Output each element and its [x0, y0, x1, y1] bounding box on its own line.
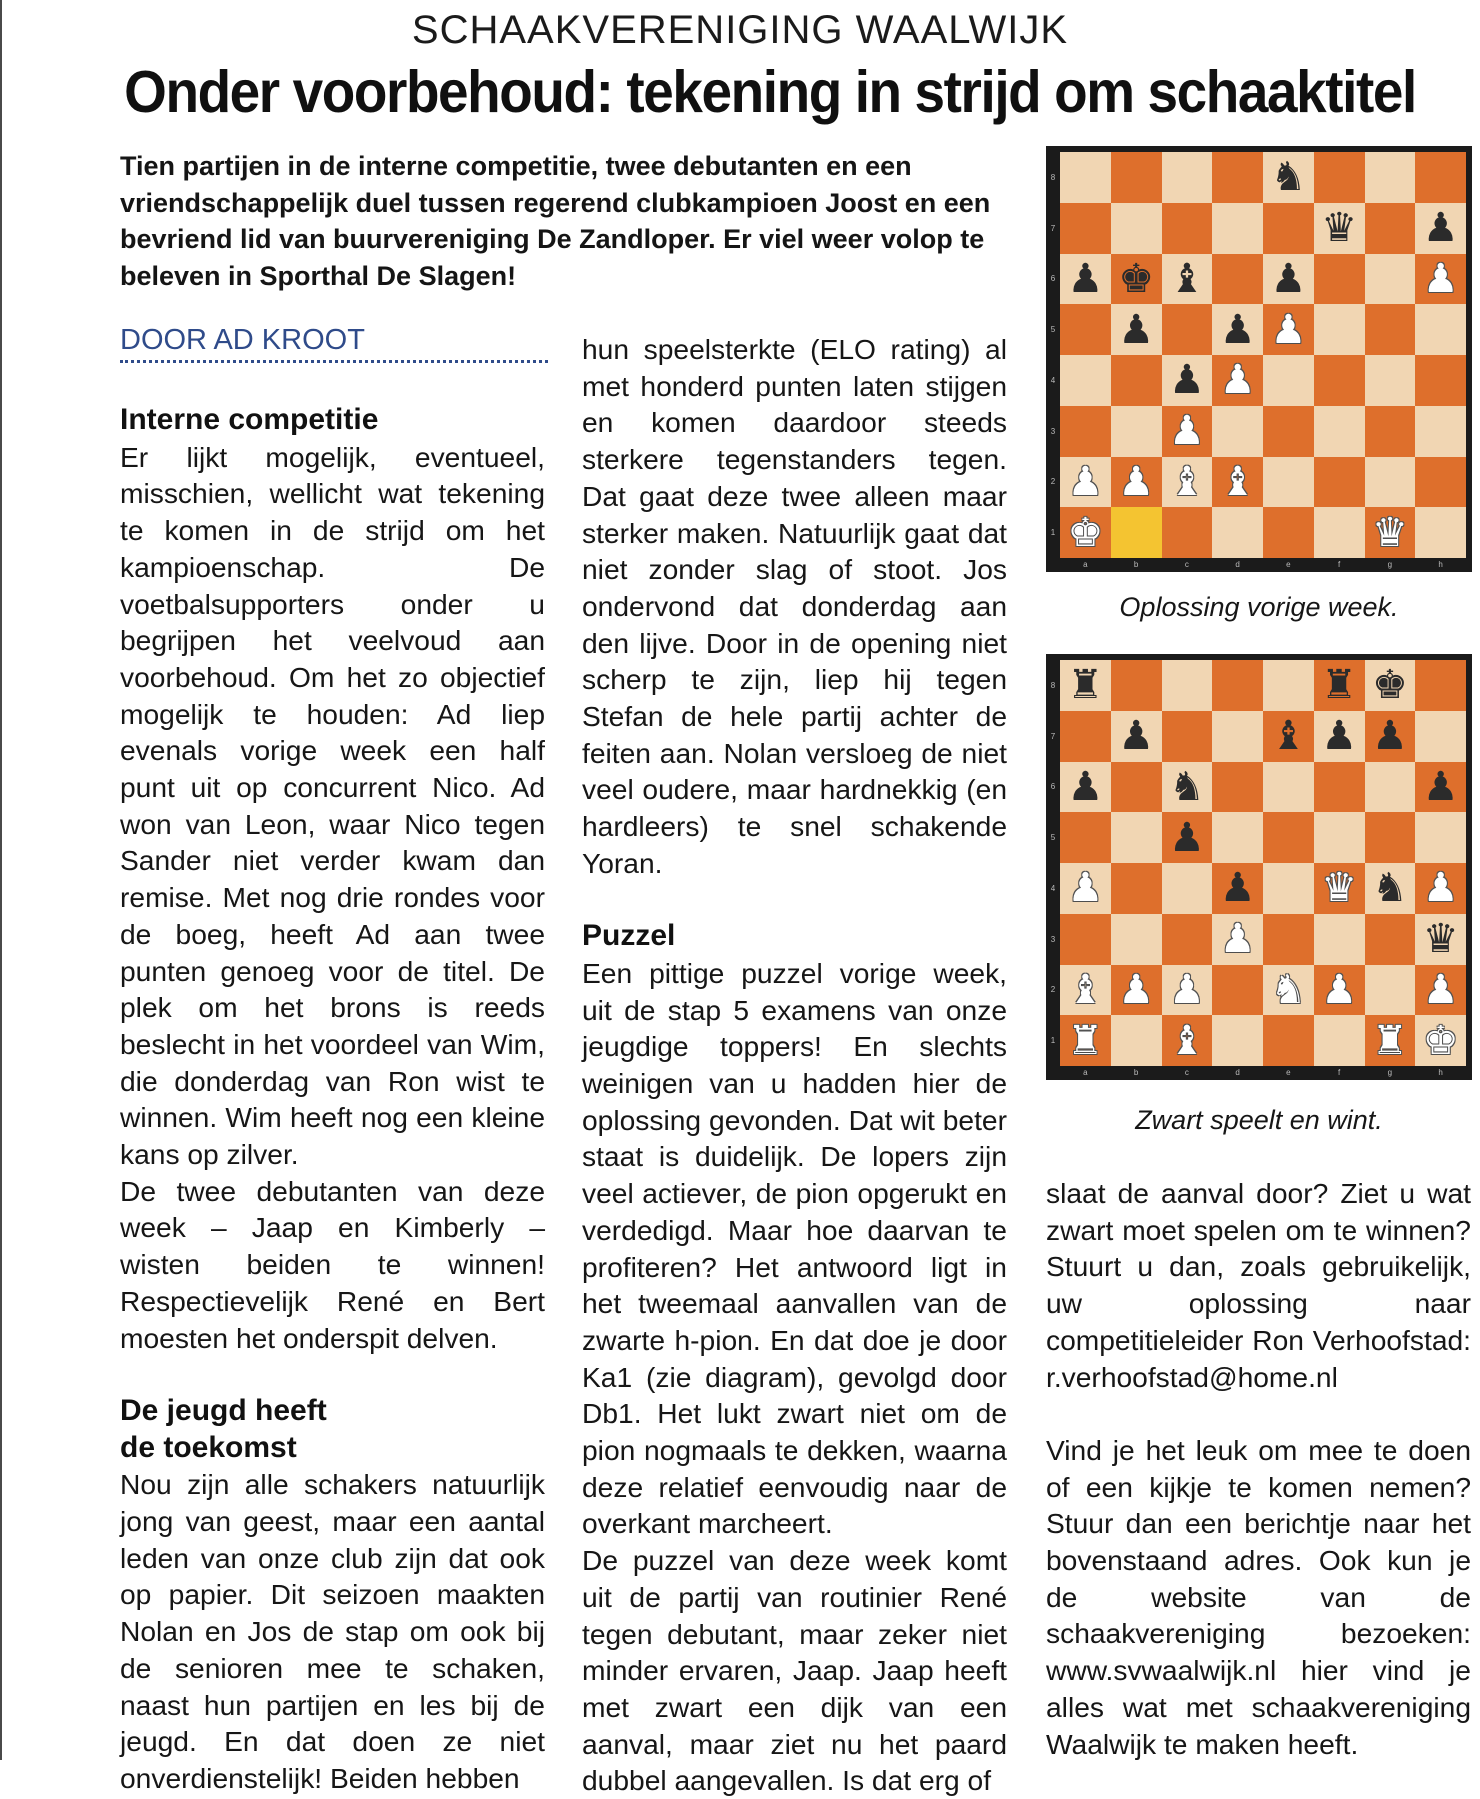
- paragraph-interne-2: De twee debutanten van deze week – Jaap en Kimberly – wisten beiden te winnen! Respectievelijk René en Bert moesten het onderspit delven.: [120, 1174, 545, 1354]
- square-f4: [1314, 355, 1365, 406]
- square-h5: [1415, 812, 1466, 863]
- rank-labels: [1048, 152, 1058, 558]
- square-d8: [1212, 152, 1263, 203]
- square-f5: [1314, 812, 1365, 863]
- square-g4: [1365, 355, 1416, 406]
- white-pawn-icon: ♟: [1168, 408, 1205, 455]
- black-rook-icon: ♜: [1321, 662, 1358, 709]
- file-label: b: [1133, 560, 1139, 569]
- square-a5: [1060, 304, 1111, 355]
- white-queen-icon: ♛: [1321, 865, 1358, 912]
- square-e2: [1263, 457, 1314, 508]
- square-d3: [1212, 406, 1263, 457]
- square-c2: [1162, 965, 1213, 1016]
- chess-diagram-1: [1046, 146, 1472, 572]
- white-pawn-icon: ♟: [1118, 966, 1155, 1013]
- black-queen-icon: ♛: [1422, 916, 1459, 963]
- black-pawn-icon: ♟: [1118, 713, 1155, 760]
- square-e6: [1263, 254, 1314, 305]
- square-b8: [1111, 152, 1162, 203]
- square-c1: [1162, 1015, 1213, 1066]
- white-pawn-icon: ♟: [1422, 865, 1459, 912]
- square-h4: [1415, 355, 1466, 406]
- square-b6: [1111, 762, 1162, 813]
- square-b3: [1111, 406, 1162, 457]
- black-queen-icon: ♛: [1321, 205, 1358, 252]
- diagram-2-caption: Zwart speelt en wint.: [1135, 1105, 1383, 1135]
- square-d5: [1212, 304, 1263, 355]
- article-intro: Tien partijen in de interne competitie, twee debutanten en een vriendschappelijk duel tussen regerend clubkampioen Joost en een bevriend lid van buurvereniging De Zandloper. Er viel weer volop te beleven in Sporthal De Slagen!: [120, 151, 991, 291]
- square-a8: [1060, 660, 1111, 711]
- square-a3: [1060, 406, 1111, 457]
- square-c2: [1162, 457, 1213, 508]
- chessboard-grid: [1060, 660, 1466, 1066]
- square-h2: [1415, 965, 1466, 1016]
- square-f6: [1314, 762, 1365, 813]
- white-pawn-icon: ♟: [1321, 966, 1358, 1013]
- square-e3: [1263, 406, 1314, 457]
- square-b4: [1111, 863, 1162, 914]
- white-pawn-icon: ♟: [1422, 966, 1459, 1013]
- square-c8: [1162, 660, 1213, 711]
- square-c5: [1162, 304, 1213, 355]
- square-a8: [1060, 152, 1111, 203]
- square-g6: [1365, 254, 1416, 305]
- square-g3: [1365, 914, 1416, 965]
- square-e4: [1263, 863, 1314, 914]
- white-queen-icon: ♛: [1371, 509, 1408, 556]
- square-a7: [1060, 203, 1111, 254]
- square-d2: [1212, 965, 1263, 1016]
- rank-label: 8: [1050, 172, 1056, 182]
- square-d3: [1212, 914, 1263, 965]
- square-c3: [1162, 914, 1213, 965]
- file-label: e: [1286, 560, 1291, 569]
- square-h2: [1415, 457, 1466, 508]
- square-f2: [1314, 457, 1365, 508]
- square-h7: [1415, 203, 1466, 254]
- rank-label: 6: [1050, 274, 1056, 284]
- square-g7: [1365, 711, 1416, 762]
- square-d1: [1212, 507, 1263, 558]
- chessboard-grid: [1060, 152, 1466, 558]
- square-g5: [1365, 304, 1416, 355]
- section-kicker: SCHAAKVERENIGING WAALWIJK: [411, 8, 1069, 52]
- black-pawn-icon: ♟: [1371, 713, 1408, 760]
- square-f3: [1314, 406, 1365, 457]
- file-label: g: [1387, 1068, 1393, 1077]
- rank-label: 2: [1050, 985, 1056, 995]
- rank-label: 4: [1050, 883, 1056, 893]
- rank-label: 6: [1050, 782, 1056, 792]
- file-label: d: [1235, 1068, 1240, 1077]
- square-a4: [1060, 863, 1111, 914]
- square-h1: [1415, 1015, 1466, 1066]
- square-b7: [1111, 711, 1162, 762]
- square-b3: [1111, 914, 1162, 965]
- black-king-icon: ♚: [1371, 662, 1408, 709]
- rank-labels: [1048, 660, 1058, 1066]
- square-e5: [1263, 812, 1314, 863]
- file-label: h: [1438, 560, 1443, 569]
- rank-label: 7: [1050, 731, 1056, 741]
- square-b1: [1111, 1015, 1162, 1066]
- black-knight-icon: ♞: [1270, 154, 1307, 201]
- square-b2: [1111, 965, 1162, 1016]
- rank-label: 1: [1050, 528, 1056, 538]
- square-a4: [1060, 355, 1111, 406]
- white-king-icon: ♚: [1067, 509, 1104, 556]
- square-a2: [1060, 457, 1111, 508]
- square-h8: [1415, 660, 1466, 711]
- square-c4: [1162, 863, 1213, 914]
- black-pawn-icon: ♟: [1321, 713, 1358, 760]
- square-g2: [1365, 457, 1416, 508]
- square-e1: [1263, 1015, 1314, 1066]
- file-label: e: [1286, 1068, 1291, 1077]
- black-rook-icon: ♜: [1067, 662, 1104, 709]
- square-f8: [1314, 152, 1365, 203]
- square-e7: [1263, 203, 1314, 254]
- square-c7: [1162, 711, 1213, 762]
- file-label: a: [1083, 560, 1088, 569]
- square-c6: [1162, 762, 1213, 813]
- black-pawn-icon: ♟: [1168, 357, 1205, 404]
- black-knight-icon: ♞: [1168, 763, 1205, 810]
- heading-jeugd-line-2: de toekomst: [120, 1430, 297, 1464]
- square-d7: [1212, 711, 1263, 762]
- square-a6: [1060, 254, 1111, 305]
- square-d6: [1212, 762, 1263, 813]
- square-d5: [1212, 812, 1263, 863]
- square-c1: [1162, 507, 1213, 558]
- rank-label: 5: [1050, 833, 1056, 843]
- white-bishop-icon: ♝: [1067, 966, 1104, 1013]
- paragraph-col3-2: Vind je het leuk om mee te doen of een kijkje te komen nemen? Stuur dan een berichtje naar het bovenstaand adres. Ook kun je de website van de schaakvereniging bezoeken: www.svwaalwijk.nl hier vind je alles wat met schaakvereniging Waalwijk te maken heeft.: [1046, 1433, 1471, 1760]
- square-a2: [1060, 965, 1111, 1016]
- square-d2: [1212, 457, 1263, 508]
- square-b5: [1111, 304, 1162, 355]
- file-label: f: [1338, 1068, 1341, 1077]
- square-e8: [1263, 660, 1314, 711]
- file-label: h: [1438, 1068, 1443, 1077]
- square-g5: [1365, 812, 1416, 863]
- chess-diagram-2: [1046, 654, 1472, 1080]
- paragraph-puzzel-1: Een pittige puzzel vorige week, uit de stap 5 examens van onze jeugdige toppers! En slechts weinigen van u hadden hier de oplossing gevonden. Dat wit beter staat is duidelijk. De lopers zijn veel actiever, de pion opgerukt en verdedigd. Maar hoe daarvan te profiteren? Het antwoord ligt in het tweemaal aanvallen van de zwarte h-pion. En dat doe je door Ka1 (zie diagram), gevolgd door Db1. Het lukt zwart niet om de pion nogmaals te dekken, waarna deze relatief eenvoudig naar de overkant marcheert.: [582, 956, 1007, 1540]
- square-e1: [1263, 507, 1314, 558]
- square-a6: [1060, 762, 1111, 813]
- square-h7: [1415, 711, 1466, 762]
- square-f3: [1314, 914, 1365, 965]
- file-label: a: [1083, 1068, 1088, 1077]
- square-c8: [1162, 152, 1213, 203]
- square-a5: [1060, 812, 1111, 863]
- square-g1: [1365, 1015, 1416, 1066]
- white-pawn-icon: ♟: [1422, 255, 1459, 302]
- black-king-icon: ♚: [1118, 255, 1155, 302]
- square-g2: [1365, 965, 1416, 1016]
- black-pawn-icon: ♟: [1067, 763, 1104, 810]
- column-3: [1046, 1175, 1471, 1762]
- white-pawn-icon: ♟: [1118, 458, 1155, 505]
- square-g6: [1365, 762, 1416, 813]
- square-e2: [1263, 965, 1314, 1016]
- square-f8: [1314, 660, 1365, 711]
- heading-puzzel: Puzzel: [582, 919, 676, 953]
- black-pawn-icon: ♟: [1422, 763, 1459, 810]
- paragraph-col3-1: slaat de aanval door? Ziet u wat zwart moet spelen om te winnen? Stuurt u dan, zoals gebruikelijk, uw oplossing naar competitieleider Ron Verhoofstad: r.verhoofstad@home.nl: [1046, 1177, 1471, 1393]
- square-f7: [1314, 711, 1365, 762]
- white-bishop-icon: ♝: [1168, 458, 1205, 505]
- column-2: [582, 331, 1007, 1799]
- square-g8: [1365, 660, 1416, 711]
- square-d6: [1212, 254, 1263, 305]
- square-g1: [1365, 507, 1416, 558]
- white-pawn-icon: ♟: [1067, 458, 1104, 505]
- black-pawn-icon: ♟: [1270, 255, 1307, 302]
- file-label: d: [1235, 560, 1240, 569]
- page-edge-rule: [0, 0, 2, 1760]
- square-g8: [1365, 152, 1416, 203]
- square-a1: [1060, 1015, 1111, 1066]
- rank-label: 7: [1050, 223, 1056, 233]
- file-label: c: [1184, 560, 1189, 569]
- paragraph-interne-1: Er lijkt mogelijk, eventueel, misschien, wellicht wat tekening te komen in de strijd om het kampioenschap. De voetbalsupporters onder u begrijpen het veelvoud aan voorbehoud. Om het zo objectief mogelijk te houden: Ad liep evenals vorige week een half punt uit op concurrent Nico. Ad won van Leon, waar Nico tegen Sander niet verder kwam dan remise. Met nog drie rondes voor de boeg, heeft Ad aan twee punten genoeg voor de titel. De plek om het brons is reeds beslecht in het voordeel van Wim, die donderdag van Ron wist te winnen. Wim heeft nog een kleine kans op zilver.: [120, 440, 545, 1171]
- square-g3: [1365, 406, 1416, 457]
- square-f1: [1314, 507, 1365, 558]
- square-e3: [1263, 914, 1314, 965]
- rank-label: 3: [1050, 934, 1056, 944]
- square-f7: [1314, 203, 1365, 254]
- square-h6: [1415, 254, 1466, 305]
- article-headline: Onder voorbehoud: tekening in strijd om schaaktitel: [124, 59, 1416, 125]
- square-h3: [1415, 914, 1466, 965]
- black-pawn-icon: ♟: [1067, 255, 1104, 302]
- file-label: f: [1338, 560, 1341, 569]
- black-pawn-icon: ♟: [1168, 814, 1205, 861]
- file-labels: [1060, 559, 1466, 571]
- file-labels: [1060, 1067, 1466, 1079]
- square-h3: [1415, 406, 1466, 457]
- white-bishop-icon: ♝: [1219, 458, 1256, 505]
- square-a3: [1060, 914, 1111, 965]
- black-bishop-icon: ♝: [1270, 713, 1307, 760]
- square-d7: [1212, 203, 1263, 254]
- square-e4: [1263, 355, 1314, 406]
- square-h1: [1415, 507, 1466, 558]
- heading-jeugd-line-1: De jeugd heeft: [120, 1393, 327, 1427]
- column-1: [120, 402, 545, 1797]
- square-d8: [1212, 660, 1263, 711]
- square-c5: [1162, 812, 1213, 863]
- square-h6: [1415, 762, 1466, 813]
- square-d4: [1212, 355, 1263, 406]
- square-e7: [1263, 711, 1314, 762]
- square-b8: [1111, 660, 1162, 711]
- rank-label: 4: [1050, 375, 1056, 385]
- diagram-1-caption: Oplossing vorige week.: [1119, 592, 1399, 622]
- file-label: g: [1387, 560, 1393, 569]
- square-f2: [1314, 965, 1365, 1016]
- byline: DOOR AD KROOT: [120, 322, 548, 363]
- white-rook-icon: ♜: [1067, 1017, 1104, 1064]
- file-label: b: [1133, 1068, 1139, 1077]
- paragraph-col2-1: hun speelsterkte (ELO rating) al met honderd punten laten stijgen en komen daardoor steeds sterkere tegenstanders tegen. Dat gaat deze twee alleen maar sterker maken. Natuurlijk gaat dat niet zonder slag of stoot. Jos ondervond dat donderdag aan den lijve. Door in de opening niet scherp te zijn, liep hij tegen Stefan de hele partij achter de feiten aan. Nolan versloeg de niet veel oudere, maar hardnekkig (en hardleers) te snel schakende Yoran.: [582, 333, 1007, 879]
- white-bishop-icon: ♝: [1168, 1017, 1205, 1064]
- white-king-icon: ♚: [1422, 1017, 1459, 1064]
- square-c6: [1162, 254, 1213, 305]
- black-knight-icon: ♞: [1371, 865, 1408, 912]
- white-pawn-icon: ♟: [1219, 357, 1256, 404]
- square-a7: [1060, 711, 1111, 762]
- square-h8: [1415, 152, 1466, 203]
- square-b2: [1111, 457, 1162, 508]
- white-pawn-icon: ♟: [1168, 966, 1205, 1013]
- square-d1: [1212, 1015, 1263, 1066]
- white-knight-icon: ♞: [1270, 966, 1307, 1013]
- white-pawn-icon: ♟: [1067, 865, 1104, 912]
- white-rook-icon: ♜: [1371, 1017, 1408, 1064]
- square-f1: [1314, 1015, 1365, 1066]
- black-pawn-icon: ♟: [1219, 306, 1256, 353]
- square-c3: [1162, 406, 1213, 457]
- black-pawn-icon: ♟: [1118, 306, 1155, 353]
- square-h5: [1415, 304, 1466, 355]
- square-f6: [1314, 254, 1365, 305]
- black-pawn-icon: ♟: [1422, 205, 1459, 252]
- rank-label: 8: [1050, 680, 1056, 690]
- black-pawn-icon: ♟: [1219, 865, 1256, 912]
- square-h4: [1415, 863, 1466, 914]
- square-b1: [1111, 507, 1162, 558]
- black-bishop-icon: ♝: [1168, 255, 1205, 302]
- heading-interne-competitie: Interne competitie: [120, 403, 379, 436]
- rank-label: 2: [1050, 477, 1056, 487]
- square-b5: [1111, 812, 1162, 863]
- square-c4: [1162, 355, 1213, 406]
- square-e6: [1263, 762, 1314, 813]
- square-b6: [1111, 254, 1162, 305]
- square-g7: [1365, 203, 1416, 254]
- rank-label: 1: [1050, 1036, 1056, 1046]
- square-e5: [1263, 304, 1314, 355]
- white-pawn-icon: ♟: [1219, 916, 1256, 963]
- file-label: c: [1184, 1068, 1189, 1077]
- square-g4: [1365, 863, 1416, 914]
- square-c7: [1162, 203, 1213, 254]
- square-b4: [1111, 355, 1162, 406]
- paragraph-puzzel-2: De puzzel van deze week komt uit de partij van routinier René tegen debutant, maar zeker niet minder ervaren, Jaap. Jaap heeft met zwart een dijk van een aanval, maar ziet nu het paard dubbel aangevallen. Is dat erg of: [582, 1544, 1007, 1797]
- square-e8: [1263, 152, 1314, 203]
- square-f5: [1314, 304, 1365, 355]
- rank-label: 3: [1050, 426, 1056, 436]
- square-f4: [1314, 863, 1365, 914]
- square-b7: [1111, 203, 1162, 254]
- white-pawn-icon: ♟: [1270, 306, 1307, 353]
- rank-label: 5: [1050, 325, 1056, 335]
- paragraph-jeugd-1: Nou zijn alle schakers natuurlijk jong van geest, maar een aantal leden van onze club zijn dat ook op papier. Dit seizoen maakten Nolan en Jos de stap om ook bij de senioren mee te schaken, naast hun partijen en les bij de jeugd. En dat doen ze niet onverdienstelijk! Beiden hebben: [120, 1468, 545, 1794]
- square-a1: [1060, 507, 1111, 558]
- square-d4: [1212, 863, 1263, 914]
